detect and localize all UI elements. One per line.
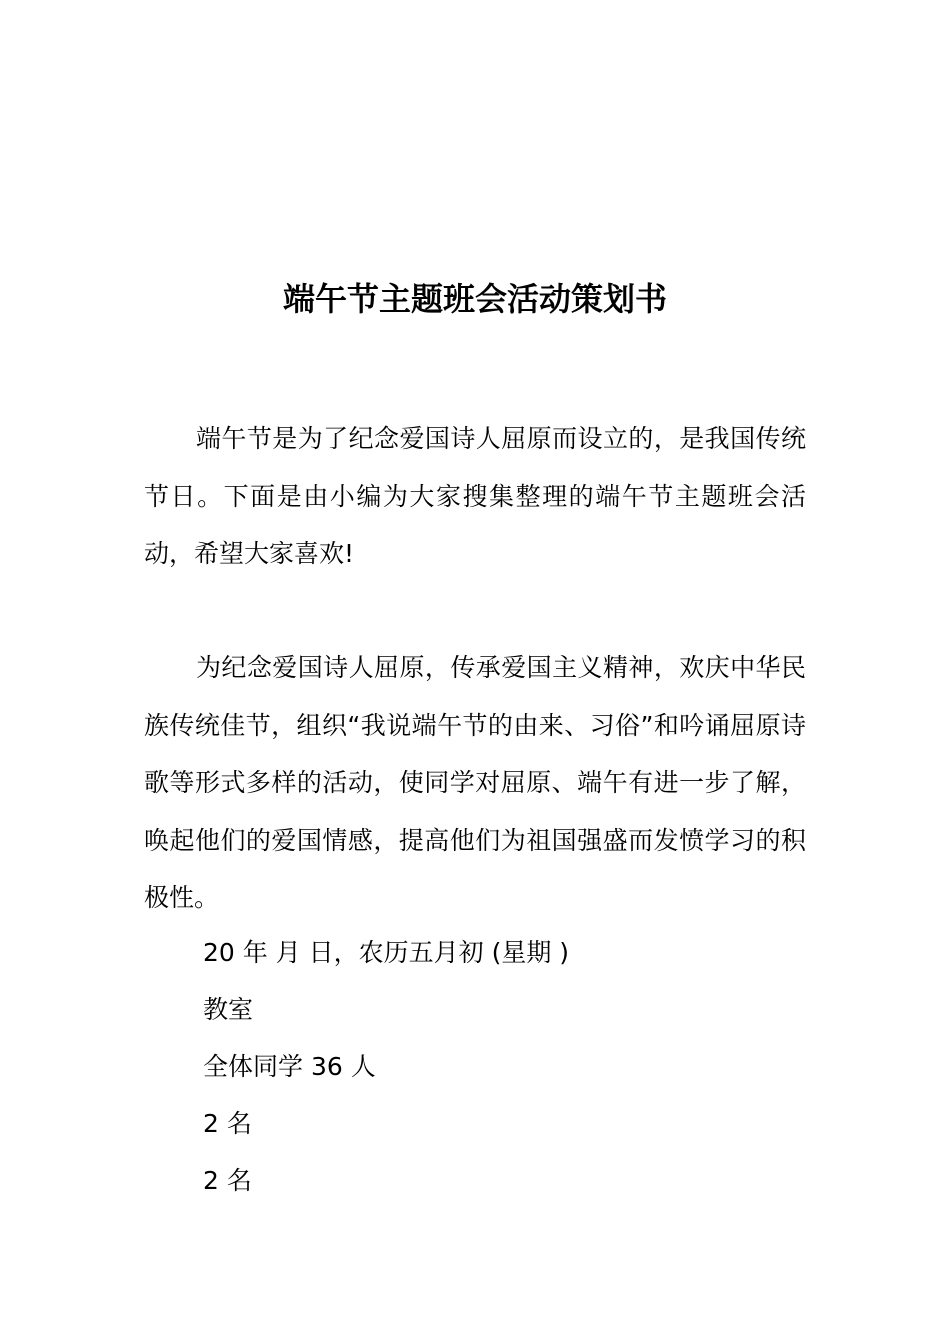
activity-detail-item: 2 名 [203, 1166, 252, 1195]
activity-detail-item: 2 名 [203, 1109, 252, 1138]
purpose-paragraph: 为纪念爱国诗人屈原，传承爱国主义精神，欢庆中华民族传统佳节，组织“我说端午节的由来、习俗”和吟诵屈原诗歌等形式多样的活动，使同学对屈原、端午有进一步了解，唤起他们的爱国情感，提高他们为祖国强盛而发愤学习的积极性。 [144, 653, 806, 912]
activity-time: 20 年 月 日，农历五月初 (星期 ) [203, 938, 570, 967]
document-title: 端午节主题班会活动策划书 [282, 280, 667, 318]
intro-paragraph: 端午节是为了纪念爱国诗人屈原而设立的，是我国传统节日。下面是由小编为大家搜集整理的端午节主题班会活动，希望大家喜欢! [144, 424, 806, 568]
activity-participants: 全体同学 36 人 [203, 1052, 376, 1081]
activity-location: 教室 [203, 995, 254, 1024]
